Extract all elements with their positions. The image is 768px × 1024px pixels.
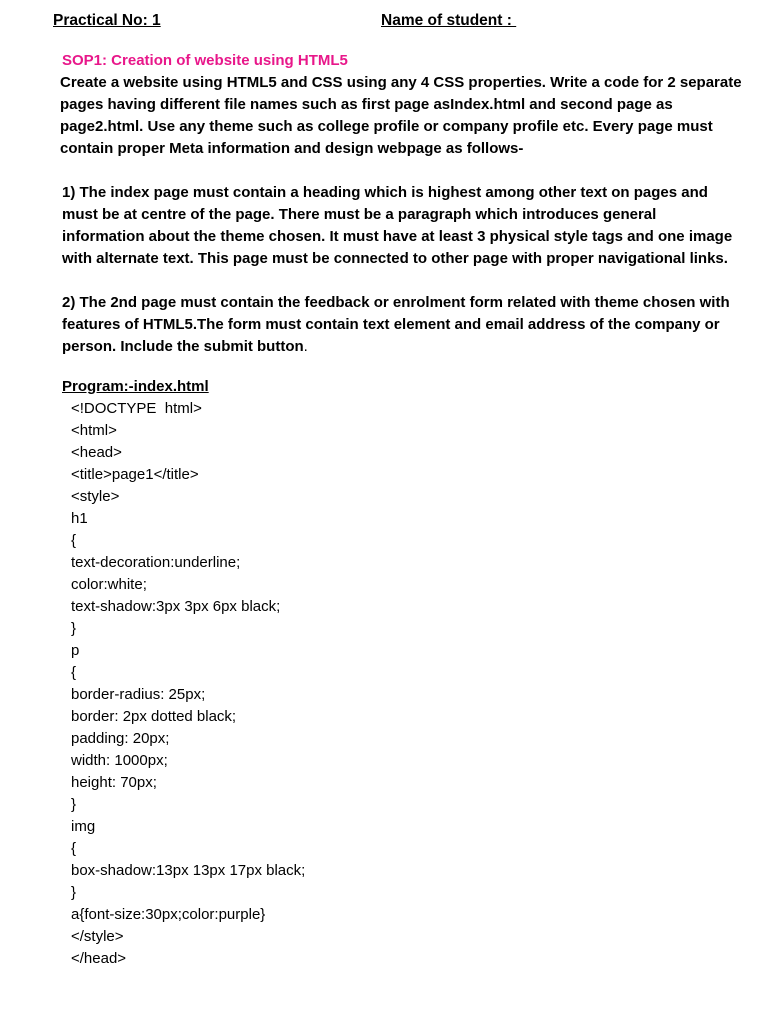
- code-line: {: [71, 840, 77, 857]
- requirement-point-2: [62, 292, 742, 358]
- student-name-label: Name of student :: [381, 12, 517, 29]
- code-line: a{font-size:30px;color:purple}: [71, 906, 266, 923]
- code-line: <title>page1</title>: [71, 466, 199, 483]
- program-heading: Program:-index.html: [62, 378, 209, 395]
- code-line: box-shadow:13px 13px 17px black;: [71, 862, 306, 879]
- code-line: text-shadow:3px 3px 6px black;: [71, 598, 281, 615]
- code-line: border: 2px dotted black;: [71, 708, 237, 725]
- requirement-point-1-text: 1) The index page must contain a heading which is highest among other text on pages and must be at centre of the page. There must be a paragraph which introduces general information about the theme chosen. It must have at least 3 physical style tags and one image with alternate text. This page must be connected to other page with proper navigational links.: [62, 184, 733, 267]
- code-line: </style>: [71, 928, 124, 945]
- code-line: <head>: [71, 444, 122, 461]
- code-line: </head>: [71, 950, 127, 967]
- task-description: Create a website using HTML5 and CSS using any 4 CSS properties. Write a code for 2 separate pages having different file names such as first page asIndex.html and second page as page2.html. Use any theme such as college profile or company profile etc. Every page must contain proper Meta information and design webpage as follows-: [60, 74, 742, 157]
- code-line: }: [71, 620, 77, 637]
- code-line: p: [71, 642, 80, 659]
- requirement-point-2-text: 2) The 2nd page must contain the feedback or enrolment form related with theme chosen with features of HTML5.The form must contain text element and email address of the company or person. Include the submit button: [62, 294, 730, 355]
- code-line: img: [71, 818, 96, 835]
- code-line: color:white;: [71, 576, 147, 593]
- code-line: <style>: [71, 488, 120, 505]
- code-line: height: 70px;: [71, 774, 157, 791]
- code-line: padding: 20px;: [71, 730, 170, 747]
- code-line: <html>: [71, 422, 117, 439]
- code-line: border-radius: 25px;: [71, 686, 206, 703]
- document-body: [62, 50, 742, 970]
- code-line: <!DOCTYPE html>: [71, 400, 202, 417]
- code-line: {: [71, 532, 77, 549]
- practical-number: Practical No: 1: [53, 12, 161, 29]
- code-line: text-decoration:underline;: [71, 554, 241, 571]
- code-line: }: [71, 884, 77, 901]
- code-line: width: 1000px;: [71, 752, 168, 769]
- code-line: h1: [71, 510, 88, 527]
- code-line: }: [71, 796, 77, 813]
- sop-title: SOP1: Creation of website using HTML5: [62, 52, 348, 69]
- code-line: {: [71, 664, 77, 681]
- code-listing: [71, 398, 742, 970]
- requirement-point-1: [62, 182, 742, 270]
- requirement-point-2-period: .: [303, 338, 308, 355]
